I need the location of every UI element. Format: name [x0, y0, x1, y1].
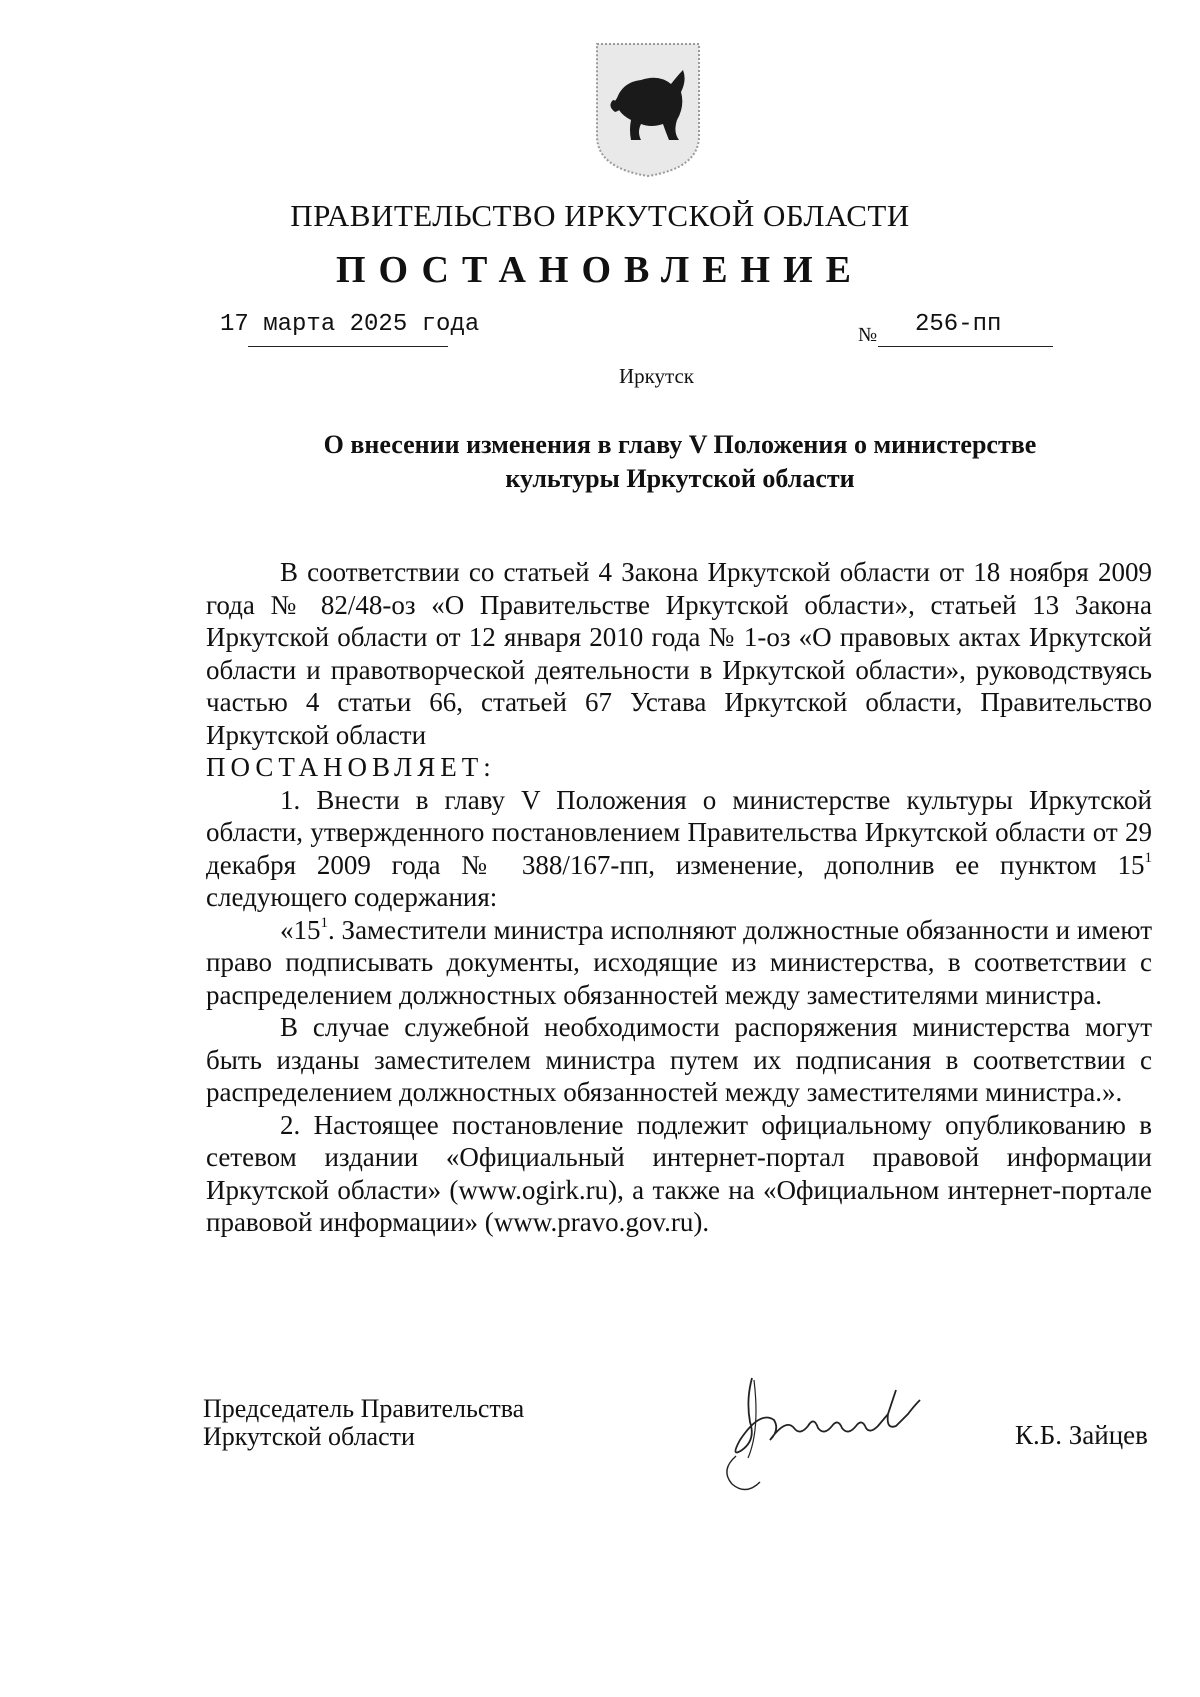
number-sign: № [858, 324, 878, 346]
item-1-superscript: 1 [1144, 849, 1152, 866]
item-1-paragraph [206, 784, 1152, 914]
document-body [206, 556, 1152, 1239]
resolves-heading: ПОСТАНОВЛЯЕТ: [206, 752, 496, 782]
signatory-position [203, 1395, 524, 1451]
signatory-name: К.Б. Зайцев [1015, 1420, 1148, 1450]
position-line-2: Иркутской области [203, 1422, 415, 1451]
date-underline [248, 346, 448, 347]
coat-of-arms-icon [593, 40, 703, 178]
handwritten-signature-icon [690, 1370, 970, 1500]
document-date: 17 марта 2025 года [220, 311, 480, 338]
quote-1-open: «15 [280, 914, 321, 945]
document-number: 256-пп [915, 311, 1002, 338]
preamble-paragraph: В соответствии со статьей 4 Закона Иркутской области от 18 ноября 2009 года № 82/48-оз «О Правительстве Иркутской области», статьей 13 Закона Иркутской области от 12 января 2010 года № 1-оз «О правовых актах Иркутской области и правотворческой деятельности в Иркутской области», руководствуясь частью 4 статьи 66, статьей 67 Устава Иркутской области, Правительство Иркутской области [206, 557, 1152, 750]
item-1-text: 1. Внести в главу V Положения о министерстве культуры Иркутской области, утвержденного постановлением Правительства Иркутской области от 29 декабря 2009 года № 388/167-пп, изменение, дополнив ее пунктом 15 [206, 784, 1152, 880]
quote-1-text: . Заместители министра исполняют должностные обязанности и имеют право подписывать документы, исходящие из министерства, в соответствии с распределением должностных обязанностей между заместителями министра. [206, 914, 1152, 1010]
quote-paragraph-2: В случае служебной необходимости распоряжения министерства могут быть изданы заместителем министра путем их подписания в соответствии с распределением должностных обязанностей между заместителями министра.». [206, 1012, 1152, 1107]
item-2-paragraph: 2. Настоящее постановление подлежит официальному опубликованию в сетевом издании «Официальный интернет-портал правовой информации Иркутской области» (www.ogirk.ru), а также на «Официальном интернет-портале правовой информации» (www.pravo.gov.ru). [206, 1109, 1152, 1237]
document-title [240, 428, 1120, 496]
city: Иркутск [618, 364, 695, 388]
quote-1-superscript: 1 [320, 914, 328, 931]
position-line-1: Председатель Правительства [203, 1394, 525, 1423]
quote-paragraph-1 [206, 914, 1152, 1012]
title-line-1: О внесении изменения в главу V Положения о министерстве [323, 430, 1037, 459]
number-underline [878, 346, 1053, 347]
item-1-tail: следующего содержания: [206, 882, 498, 912]
title-line-2: культуры Иркутской области [505, 464, 855, 493]
document-type: ПОСТАНОВЛЕНИЕ [335, 249, 865, 291]
government-name: ПРАВИТЕЛЬСТВО ИРКУТСКОЙ ОБЛАСТИ [290, 198, 910, 233]
